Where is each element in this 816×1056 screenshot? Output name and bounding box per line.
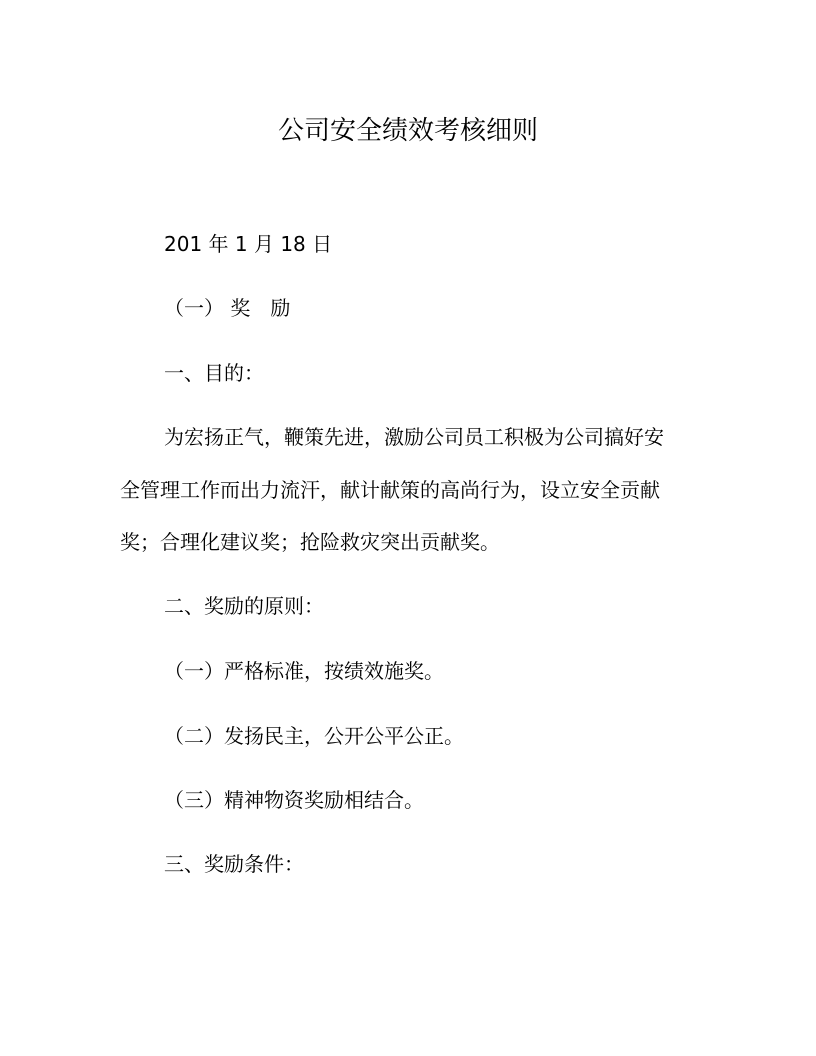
- paragraph-line: 全管理工作而出力流汗，献计献策的高尚行为，设立安全贡献: [120, 478, 660, 502]
- heading-conditions: 三、奖励条件：: [164, 852, 304, 876]
- principle-item: （二）发扬民主，公开公平公正。: [164, 724, 464, 748]
- document-title: 公司安全绩效考核细则: [277, 116, 538, 146]
- paragraph-line: 为宏扬正气，鞭策先进，激励公司员工积极为公司搞好安: [164, 425, 664, 449]
- paragraph-line: 奖；合理化建议奖；抢险救灾突出贡献奖。: [120, 530, 500, 554]
- date-line: 201 年 1 月 18 日: [164, 232, 333, 256]
- principle-item: （一）严格标准，按绩效施奖。: [164, 659, 444, 683]
- heading-purpose: 一、目的：: [164, 361, 264, 385]
- heading-principles: 二、奖励的原则：: [164, 594, 324, 618]
- principle-item: （三）精神物资奖励相结合。: [164, 788, 424, 812]
- section-reward: （一） 奖 励: [164, 296, 291, 320]
